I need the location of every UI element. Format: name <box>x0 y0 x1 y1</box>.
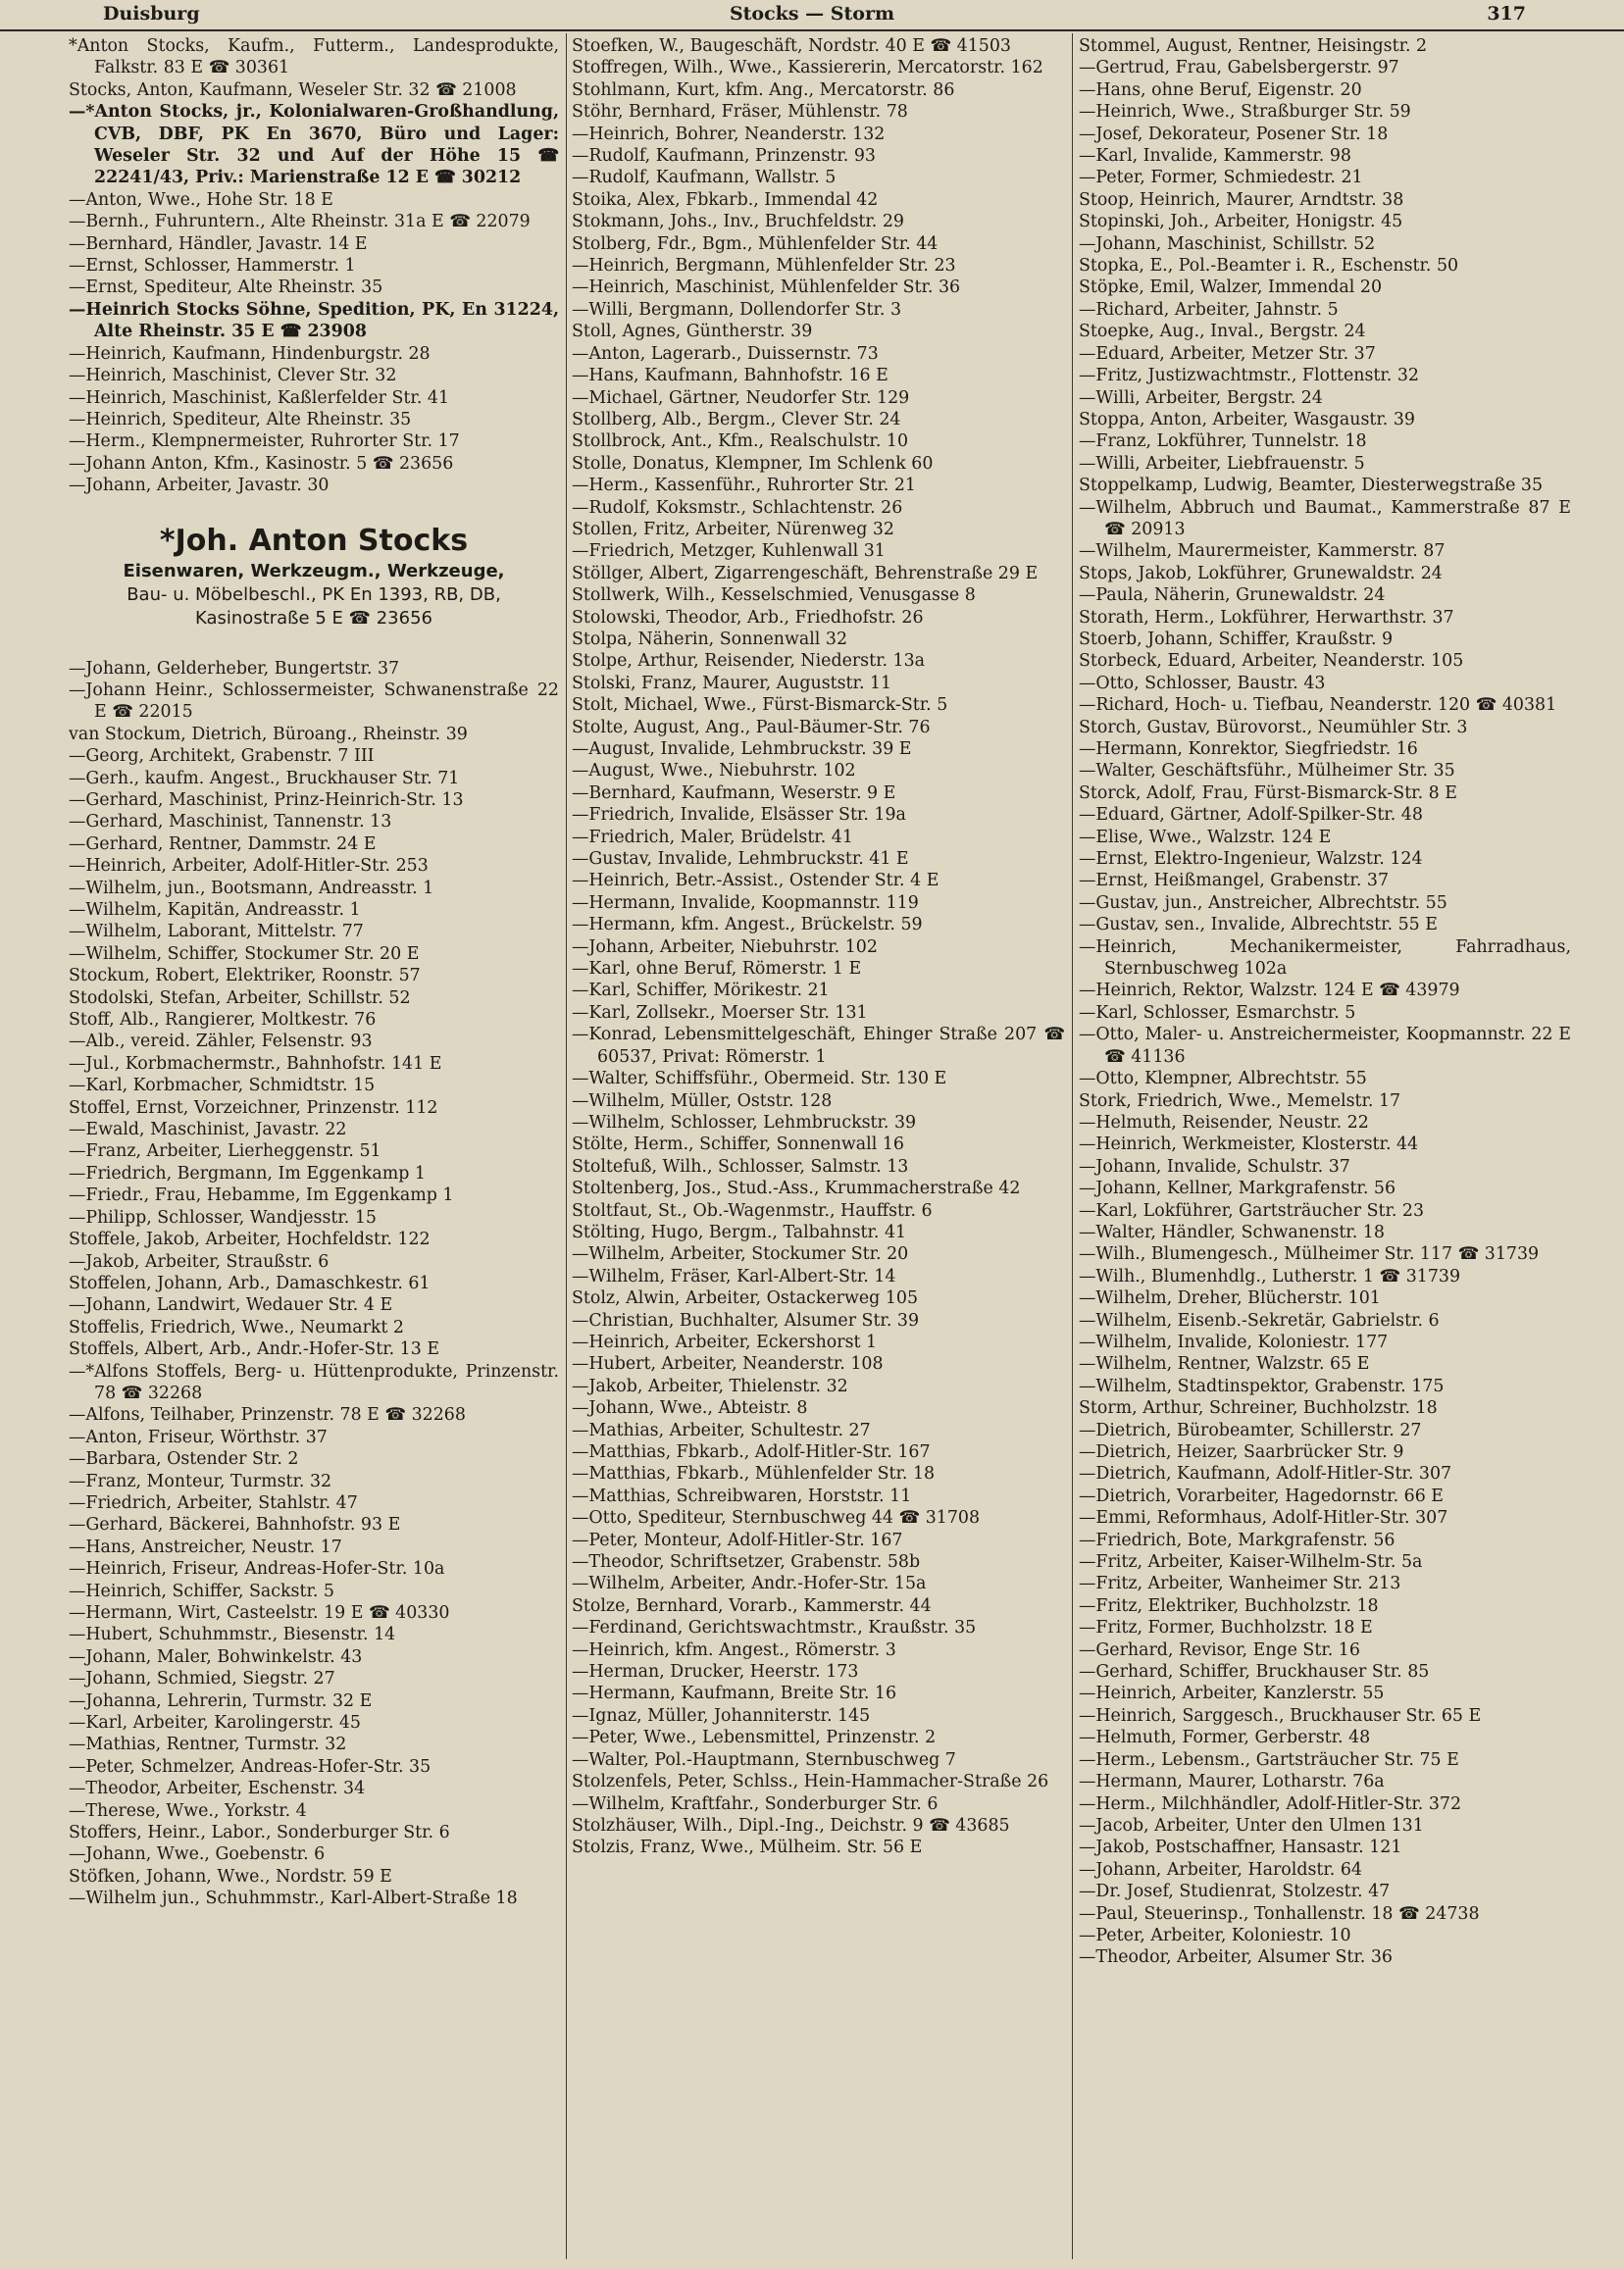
directory-entry: —Friedrich, Maler, Brüdelstr. 41 <box>572 827 853 847</box>
directory-entry: —Heinrich, Maschinist, Kaßlerfelder Str. 41 <box>69 387 450 408</box>
directory-entry: Stolzhäuser, Wilh., Dipl.-Ing., Deichstr. 9 ☎ 43685 <box>572 1815 1010 1836</box>
directory-entry: —Johann, Gelderheber, Bungertstr. 37 <box>69 658 400 679</box>
directory-entry: —Friedr., Frau, Hebamme, Im Eggenkamp 1 <box>69 1185 454 1206</box>
directory-entry: Stoltefuß, Wilh., Schlosser, Salmstr. 13 <box>572 1156 909 1177</box>
header-range: Stocks — Storm <box>729 3 895 25</box>
directory-entry: —Ernst, Schlosser, Hammerstr. 1 <box>69 256 356 277</box>
directory-entry: —Wilhelm, Schiffer, Stockumer Str. 20 E <box>69 943 420 964</box>
directory-entry: Stoffelen, Johann, Arb., Damaschkestr. 61 <box>69 1273 431 1293</box>
directory-entry: Stolzenfels, Peter, Schlss., Hein-Hammacher-Straße 26 <box>572 1772 1049 1792</box>
directory-entry: —Jakob, Arbeiter, Straußstr. 6 <box>69 1251 330 1272</box>
directory-entry: —Karl, Schlosser, Esmarchstr. 5 <box>1079 1002 1356 1023</box>
directory-entry: —Bernhard, Händler, Javastr. 14 E <box>69 233 368 254</box>
page-number: 317 <box>1487 3 1526 25</box>
column-3 <box>1079 35 1571 2261</box>
directory-entry: —Johann Anton, Kfm., Kasinostr. 5 ☎ 23656 <box>69 453 454 474</box>
directory-entry: —Rudolf, Kaufmann, Wallstr. 5 <box>572 168 837 188</box>
directory-entry: —Walter, Pol.-Hauptmann, Sternbuschweg 7 <box>572 1749 956 1770</box>
directory-entry: —Hermann, Kaufmann, Breite Str. 16 <box>572 1684 897 1704</box>
directory-entry: —Georg, Architekt, Grabenstr. 7 III <box>69 746 375 767</box>
directory-entry: —Mathias, Rentner, Turmstr. 32 <box>69 1735 347 1755</box>
directory-entry: —Theodor, Arbeiter, Eschenstr. 34 <box>69 1779 366 1799</box>
directory-entry: —Wilhelm, Stadtinspektor, Grabenstr. 175 <box>1079 1376 1445 1396</box>
directory-entry: —Heinrich, Maschinist, Mühlenfelder Str. 36 <box>572 277 961 298</box>
directory-entry: —Ernst, Spediteur, Alte Rheinstr. 35 <box>69 277 383 298</box>
directory-entry: —Wilhelm, Kraftfahr., Sonderburger Str. 6 <box>572 1793 939 1814</box>
column-1-entries <box>69 35 559 497</box>
directory-entry: —Gustav, Invalide, Lehmbruckstr. 41 E <box>572 849 909 870</box>
directory-entry: —Richard, Arbeiter, Jahnstr. 5 <box>1079 299 1339 320</box>
directory-entry: —Peter, Monteur, Adolf-Hitler-Str. 167 <box>572 1530 903 1550</box>
directory-entry: Stöhr, Bernhard, Fräser, Mühlenstr. 78 <box>572 102 908 123</box>
directory-entry: —Heinrich, Betr.-Assist., Ostender Str. 4 E <box>572 871 939 891</box>
directory-entry: Stork, Friedrich, Wwe., Memelstr. 17 <box>1079 1090 1401 1111</box>
directory-entry: Stoffels, Albert, Arb., Andr.-Hofer-Str. 13 E <box>69 1339 440 1360</box>
directory-entry: —August, Invalide, Lehmbruckstr. 39 E <box>572 739 912 759</box>
directory-entry: —Konrad, Lebensmittelgeschäft, Ehinger Straße 207 ☎ 60537, Privat: Römerstr. 1 <box>572 1025 1065 1067</box>
directory-entry: Stoffregen, Wilh., Wwe., Kassiererin, Mercatorstr. 162 <box>572 58 1043 78</box>
directory-entry: —Hubert, Schuhmmstr., Biesenstr. 14 <box>69 1625 396 1645</box>
directory-entry: —Heinrich, Kaufmann, Hindenburgstr. 28 <box>69 343 431 364</box>
directory-entry: Stoefken, W., Baugeschäft, Nordstr. 40 E ☎ 41503 <box>572 36 1011 56</box>
directory-entry: —Herm., Milchhändler, Adolf-Hitler-Str. 372 <box>1079 1793 1462 1814</box>
directory-entry: *Anton Stocks, Kaufm., Futterm., Landesprodukte, Falkstr. 83 E ☎ 30361 <box>69 36 559 78</box>
directory-entry: —Willi, Arbeiter, Bergstr. 24 <box>1079 387 1323 408</box>
directory-entry: —Ignaz, Müller, Johanniterstr. 145 <box>572 1705 871 1726</box>
directory-entry: —Anton, Wwe., Hohe Str. 18 E <box>69 189 333 210</box>
directory-entry: Storath, Herm., Lokführer, Herwarthstr. 37 <box>1079 607 1454 628</box>
directory-entry: Storch, Gustav, Bürovorst., Neumühler Str. 3 <box>1079 717 1468 737</box>
directory-entry: —Peter, Arbeiter, Koloniestr. 10 <box>1079 1925 1351 1945</box>
ad-line: Kasinostraße 5 E ☎ 23656 <box>195 607 432 629</box>
directory-entry: —Jul., Korbmachermstr., Bahnhofstr. 141 E <box>69 1053 442 1074</box>
directory-entry: —Heinrich, Arbeiter, Adolf-Hitler-Str. 253 <box>69 856 429 877</box>
directory-entry: —Rudolf, Kaufmann, Prinzenstr. 93 <box>572 146 876 167</box>
directory-entry: —Karl, Zollsekr., Moerser Str. 131 <box>572 1002 868 1023</box>
directory-entry: —Wilhelm, Eisenb.-Sekretär, Gabrielstr. 6 <box>1079 1310 1440 1331</box>
directory-entry: —Johann, Maler, Bohwinkelstr. 43 <box>69 1646 363 1667</box>
directory-entry: —Richard, Hoch- u. Tiefbau, Neanderstr. 120 ☎ 40381 <box>1079 695 1557 716</box>
directory-entry: —Peter, Wwe., Lebensmittel, Prinzenstr. 2 <box>572 1728 937 1748</box>
directory-entry: Stockum, Robert, Elektriker, Roonstr. 57 <box>69 966 421 986</box>
directory-entry: —Hans, ohne Beruf, Eigenstr. 20 <box>1079 79 1362 100</box>
directory-entry: —Wilhelm, jun., Bootsmann, Andreasstr. 1 <box>69 878 434 898</box>
directory-entry: —Michael, Gärtner, Neudorfer Str. 129 <box>572 387 910 408</box>
directory-entry: Stocks, Anton, Kaufmann, Weseler Str. 32 ☎ 21008 <box>69 79 517 100</box>
directory-entry: —Peter, Former, Schmiedestr. 21 <box>1079 168 1363 188</box>
directory-entry: —Heinrich, Bergmann, Mühlenfelder Str. 23 <box>572 256 956 277</box>
directory-entry: —Josef, Dekorateur, Posener Str. 18 <box>1079 124 1389 144</box>
directory-entry: Stokmann, Johs., Inv., Bruchfeldstr. 29 <box>572 212 904 232</box>
directory-entry: —Friedrich, Invalide, Elsässer Str. 19a <box>572 805 906 826</box>
directory-entry: —Heinrich Stocks Söhne, Spedition, PK, En 31224, Alte Rheinstr. 35 E ☎ 23908 <box>69 299 559 342</box>
directory-entry: —Helmuth, Reisender, Neustr. 22 <box>1079 1112 1369 1133</box>
directory-entry: Storck, Adolf, Frau, Fürst-Bismarck-Str. 8 E <box>1079 782 1457 803</box>
directory-entry: Stolte, August, Ang., Paul-Bäumer-Str. 76 <box>572 717 931 737</box>
directory-entry: —Emmi, Reformhaus, Adolf-Hitler-Str. 307 <box>1079 1508 1448 1529</box>
directory-entry: —Wilhelm, Laborant, Mittelstr. 77 <box>69 922 364 942</box>
directory-entry: —Gerhard, Maschinist, Prinz-Heinrich-Str. 13 <box>69 789 464 810</box>
directory-entry: —Helmuth, Former, Gerberstr. 48 <box>1079 1728 1371 1748</box>
header-city: Duisburg <box>103 3 200 25</box>
directory-entry: Stolze, Bernhard, Vorarb., Kammerstr. 44 <box>572 1595 932 1616</box>
directory-entry: —Eduard, Arbeiter, Metzer Str. 37 <box>1079 343 1376 364</box>
directory-entry: Stolpa, Näherin, Sonnenwall 32 <box>572 629 848 649</box>
directory-entry: —Johann Heinr., Schlossermeister, Schwanenstraße 22 E ☎ 22015 <box>69 680 559 723</box>
directory-entry: —Bernh., Fuhruntern., Alte Rheinstr. 31a E ☎ 22079 <box>69 212 531 232</box>
directory-entry: —Johann, Schmied, Siegstr. 27 <box>69 1669 335 1689</box>
directory-entry: Stommel, August, Rentner, Heisingstr. 2 <box>1079 36 1428 56</box>
directory-entry: —Herm., Klempnermeister, Ruhrorter Str. 17 <box>69 431 460 452</box>
directory-entry: Stopka, E., Pol.-Beamter i. R., Eschenstr. 50 <box>1079 256 1459 277</box>
directory-entry: Stollbrock, Ant., Kfm., Realschulstr. 10 <box>572 431 909 452</box>
directory-entry: —Therese, Wwe., Yorkstr. 4 <box>69 1800 307 1821</box>
directory-entry: —*Anton Stocks, jr., Kolonialwaren-Großhandlung, CVB, DBF, PK En 3670, Büro und Lager: Weseler Str. 32 und Auf der Höhe 15 ☎ 22241/43, Priv.: Marienstraße 12 E ☎ 30212 <box>69 102 559 188</box>
directory-entry: —Gerhard, Maschinist, Tannenstr. 13 <box>69 812 392 832</box>
directory-entry: —Gerh., kaufm. Angest., Bruckhauser Str. 71 <box>69 768 460 788</box>
directory-entry: —*Alfons Stoffels, Berg- u. Hüttenprodukte, Prinzenstr. 78 ☎ 32268 <box>69 1361 559 1403</box>
directory-entry: —Wilh., Blumenhdlg., Lutherstr. 1 ☎ 31739 <box>1079 1266 1461 1286</box>
directory-entry: Stolt, Michael, Wwe., Fürst-Bismarck-Str. 5 <box>572 695 948 716</box>
directory-entry: —Wilhelm, Kapitän, Andreasstr. 1 <box>69 900 361 920</box>
directory-entry: Stoop, Heinrich, Maurer, Arndtstr. 38 <box>1079 189 1404 210</box>
directory-entry: —Johann, Arbeiter, Niebuhrstr. 102 <box>572 936 878 957</box>
directory-entry: —Ernst, Elektro-Ingenieur, Walzstr. 124 <box>1079 849 1423 870</box>
directory-entry: —Dietrich, Kaufmann, Adolf-Hitler-Str. 307 <box>1079 1464 1452 1485</box>
directory-entry: —Christian, Buchhalter, Alsumer Str. 39 <box>572 1310 920 1331</box>
directory-entry: —Dr. Josef, Studienrat, Stolzestr. 47 <box>1079 1882 1391 1902</box>
directory-entry: —Jakob, Postschaffner, Hansastr. 121 <box>1079 1838 1402 1858</box>
directory-entry: —Jakob, Arbeiter, Thielenstr. 32 <box>572 1376 848 1396</box>
directory-entry: —Matthias, Fbkarb., Mühlenfelder Str. 18 <box>572 1464 936 1485</box>
directory-entry: —Wilhelm, Müller, Oststr. 128 <box>572 1090 833 1111</box>
directory-entry: Stops, Jakob, Lokführer, Grunewaldstr. 24 <box>1079 563 1443 583</box>
directory-entry: Stoltenberg, Jos., Stud.-Ass., Krummacherstraße 42 <box>572 1179 1021 1199</box>
directory-entry: Storbeck, Eduard, Arbeiter, Neanderstr. 105 <box>1079 651 1464 672</box>
directory-entry: —Elise, Wwe., Walzstr. 124 E <box>1079 827 1332 847</box>
directory-entry: Stoppelkamp, Ludwig, Beamter, Diesterwegstraße 35 <box>1079 476 1544 496</box>
directory-entry: Stolpe, Arthur, Reisender, Niederstr. 13a <box>572 651 926 672</box>
directory-entry: Stollwerk, Wilh., Kesselschmied, Venusgasse 8 <box>572 585 976 606</box>
directory-entry: Stoffers, Heinr., Labor., Sonderburger Str. 6 <box>69 1823 450 1843</box>
directory-entry: —Wilhelm, Arbeiter, Andr.-Hofer-Str. 15a <box>572 1574 927 1594</box>
directory-entry: —Franz, Monteur, Turmstr. 32 <box>69 1471 332 1491</box>
directory-entry: Stolski, Franz, Maurer, Auguststr. 11 <box>572 673 892 693</box>
directory-entry: Stoffele, Jakob, Arbeiter, Hochfeldstr. 122 <box>69 1230 431 1250</box>
directory-entry: —Karl, ohne Beruf, Römerstr. 1 E <box>572 959 862 980</box>
directory-entry: —Gerhard, Rentner, Dammstr. 24 E <box>69 833 377 854</box>
directory-entry: Stöpke, Emil, Walzer, Immendal 20 <box>1079 277 1383 298</box>
directory-entry: —Fritz, Former, Buchholzstr. 18 E <box>1079 1618 1373 1639</box>
directory-entry: —Johann, Kellner, Markgrafenstr. 56 <box>1079 1179 1396 1199</box>
directory-entry: —Wilhelm jun., Schuhmmstr., Karl-Albert-Straße 18 <box>69 1889 518 1909</box>
directory-entry: —Friedrich, Bote, Markgrafenstr. 56 <box>1079 1530 1396 1550</box>
ad-line: Eisenwaren, Werkzeugm., Werkzeuge, <box>123 560 505 581</box>
directory-entry: Stollberg, Alb., Bergm., Clever Str. 24 <box>572 409 901 429</box>
directory-entry: Stolle, Donatus, Klempner, Im Schlenk 60 <box>572 453 934 474</box>
directory-entry: Stohlmann, Kurt, kfm. Ang., Mercatorstr. 86 <box>572 79 955 100</box>
directory-entry: —Mathias, Arbeiter, Schultestr. 27 <box>572 1420 871 1440</box>
directory-entry: —Johann, Invalide, Schulstr. 37 <box>1079 1156 1350 1177</box>
column-2 <box>572 35 1065 2261</box>
directory-entry: —Walter, Schiffsführ., Obermeid. Str. 130 E <box>572 1069 947 1089</box>
directory-entry: —Franz, Arbeiter, Lierheggenstr. 51 <box>69 1141 381 1162</box>
ad-title: *Joh. Anton Stocks <box>159 523 469 558</box>
advertisement <box>69 523 559 630</box>
directory-entry: —Hermann, Wirt, Casteelstr. 19 E ☎ 40330 <box>69 1603 450 1623</box>
directory-entry: —Johann, Maschinist, Schillstr. 52 <box>1079 233 1376 254</box>
directory-entry: —Fritz, Arbeiter, Wanheimer Str. 213 <box>1079 1574 1401 1594</box>
directory-entry: —Wilhelm, Rentner, Walzstr. 65 E <box>1079 1354 1370 1375</box>
directory-entry: —Otto, Schlosser, Baustr. 43 <box>1079 673 1326 693</box>
directory-entry: —Paula, Näherin, Grunewaldstr. 24 <box>1079 585 1386 606</box>
directory-entry: Stöfken, Johann, Wwe., Nordstr. 59 E <box>69 1866 392 1887</box>
directory-entry: —Gustav, jun., Anstreicher, Albrechtstr. 55 <box>1079 892 1447 913</box>
directory-entry: —Fritz, Justizwachtmstr., Flottenstr. 32 <box>1079 366 1419 386</box>
directory-entry: —Johann, Arbeiter, Haroldstr. 64 <box>1079 1859 1362 1880</box>
directory-entry: —Franz, Lokführer, Tunnelstr. 18 <box>1079 431 1367 452</box>
directory-entry: —Heinrich, Bohrer, Neanderstr. 132 <box>572 124 886 144</box>
column-2-entries <box>572 35 1065 1859</box>
column-1 <box>69 35 559 2261</box>
directory-entry: —Heinrich, Maschinist, Clever Str. 32 <box>69 366 397 386</box>
directory-entry: —Otto, Maler- u. Anstreichermeister, Koopmannstr. 22 E ☎ 41136 <box>1079 1025 1571 1067</box>
directory-entry: —Fritz, Elektriker, Buchholzstr. 18 <box>1079 1595 1379 1616</box>
directory-entry: —Hermann, Maurer, Lotharstr. 76a <box>1079 1772 1385 1792</box>
directory-entry: —Heinrich, Arbeiter, Kanzlerstr. 55 <box>1079 1684 1385 1704</box>
directory-entry: —Karl, Schiffer, Mörikestr. 21 <box>572 981 830 1001</box>
directory-entry: —Hermann, Invalide, Koopmannstr. 119 <box>572 892 919 913</box>
directory-entry: —Theodor, Schriftsetzer, Grabenstr. 58b <box>572 1552 921 1573</box>
column-divider <box>566 33 567 2259</box>
directory-entry: —Dietrich, Heizer, Saarbrücker Str. 9 <box>1079 1442 1404 1462</box>
directory-entry: Stoepke, Aug., Inval., Bergstr. 24 <box>1079 322 1366 342</box>
directory-entry: Stoerb, Johann, Schiffer, Kraußstr. 9 <box>1079 629 1394 649</box>
directory-entry: —Walter, Händler, Schwanenstr. 18 <box>1079 1222 1385 1242</box>
directory-entry: —Heinrich, Mechanikermeister, Fahrradhaus, Sternbuschweg 102a <box>1079 936 1571 980</box>
directory-entry: Stölte, Herm., Schiffer, Sonnenwall 16 <box>572 1134 904 1155</box>
directory-entry: —Dietrich, Bürobeamter, Schillerstr. 27 <box>1079 1420 1422 1440</box>
directory-entry: Stoika, Alex, Fbkarb., Immendal 42 <box>572 189 879 210</box>
directory-entry: —Matthias, Fbkarb., Adolf-Hitler-Str. 167 <box>572 1442 931 1462</box>
directory-entry: van Stockum, Dietrich, Büroang., Rheinstr. 39 <box>69 724 468 744</box>
directory-entry: —Karl, Arbeiter, Karolingerstr. 45 <box>69 1713 361 1734</box>
directory-entry: Stölting, Hugo, Bergm., Talbahnstr. 41 <box>572 1222 907 1242</box>
column-divider <box>1072 33 1073 2259</box>
directory-entry: —Gerhard, Schiffer, Bruckhauser Str. 85 <box>1079 1662 1430 1683</box>
directory-entry: Stoffel, Ernst, Vorzeichner, Prinzenstr. 112 <box>69 1097 438 1118</box>
directory-entry: —Heinrich, Wwe., Straßburger Str. 59 <box>1079 102 1411 123</box>
directory-entry: Stoff, Alb., Rangierer, Moltkestr. 76 <box>69 1010 377 1031</box>
directory-entry: —Wilhelm, Dreher, Blücherstr. 101 <box>1079 1288 1381 1309</box>
page-header <box>0 0 1624 31</box>
directory-entry: —Ewald, Maschinist, Javastr. 22 <box>69 1120 347 1140</box>
directory-entry: —Alb., vereid. Zähler, Felsenstr. 93 <box>69 1032 373 1052</box>
directory-entry: —Willi, Bergmann, Dollendorfer Str. 3 <box>572 299 902 320</box>
directory-entry: —Ferdinand, Gerichtswachtmstr., Kraußstr. 35 <box>572 1618 977 1639</box>
directory-entry: Stöllger, Albert, Zigarrengeschäft, Behrenstraße 29 E <box>572 563 1039 583</box>
directory-entry: —Friedrich, Arbeiter, Stahlstr. 47 <box>69 1492 358 1513</box>
directory-entry: Storm, Arthur, Schreiner, Buchholzstr. 18 <box>1079 1398 1438 1419</box>
directory-entry: —Hubert, Arbeiter, Neanderstr. 108 <box>572 1354 884 1375</box>
directory-entry: —Gerhard, Revisor, Enge Str. 16 <box>1079 1639 1360 1660</box>
directory-entry: —Anton, Lagerarb., Duissernstr. 73 <box>572 343 879 364</box>
directory-entry: Stollen, Fritz, Arbeiter, Nürenweg 32 <box>572 519 894 539</box>
directory-entry: Stolz, Alwin, Arbeiter, Ostackerweg 105 <box>572 1288 919 1309</box>
directory-entry: —Matthias, Schreibwaren, Horststr. 11 <box>572 1486 912 1506</box>
directory-entry: —Herman, Drucker, Heerstr. 173 <box>572 1662 859 1683</box>
ad-line: Bau- u. Möbelbeschl., PK En 1393, RB, DB, <box>127 583 501 605</box>
directory-entry: —Karl, Invalide, Kammerstr. 98 <box>1079 146 1351 167</box>
directory-entry: —Wilhelm, Fräser, Karl-Albert-Str. 14 <box>572 1266 896 1286</box>
directory-entry: Stoffelis, Friedrich, Wwe., Neumarkt 2 <box>69 1317 404 1337</box>
directory-entry: —Heinrich, Sarggesch., Bruckhauser Str. 65 E <box>1079 1705 1482 1726</box>
directory-entry: —Gerhard, Bäckerei, Bahnhofstr. 93 E <box>69 1515 401 1536</box>
directory-entry: —Alfons, Teilhaber, Prinzenstr. 78 E ☎ 32268 <box>69 1405 466 1426</box>
directory-entry: —Hermann, kfm. Angest., Brückelstr. 59 <box>572 915 923 935</box>
directory-entry: —Johann, Wwe., Abteistr. 8 <box>572 1398 808 1419</box>
directory-entry: —Philipp, Schlosser, Wandjesstr. 15 <box>69 1207 377 1228</box>
directory-entry: —Johann, Arbeiter, Javastr. 30 <box>69 476 330 496</box>
column-3-entries <box>1079 35 1571 1969</box>
directory-entry: —Wilhelm, Arbeiter, Stockumer Str. 20 <box>572 1244 909 1265</box>
directory-entry: —Rudolf, Koksmstr., Schlachtenstr. 26 <box>572 497 903 518</box>
directory-entry: —Herm., Lebensm., Gartsträucher Str. 75 E <box>1079 1749 1459 1770</box>
directory-entry: —Peter, Schmelzer, Andreas-Hofer-Str. 35 <box>69 1756 431 1777</box>
directory-entry: —Hermann, Konrektor, Siegfriedstr. 16 <box>1079 739 1418 759</box>
directory-entry: —Paul, Steuerinsp., Tonhallenstr. 18 ☎ 24738 <box>1079 1903 1480 1924</box>
directory-entry: —Herm., Kassenführ., Ruhrorter Str. 21 <box>572 476 916 496</box>
directory-entry: —Heinrich, Spediteur, Alte Rheinstr. 35 <box>69 409 412 429</box>
directory-entry: —Jacob, Arbeiter, Unter den Ulmen 131 <box>1079 1815 1424 1836</box>
directory-entry: —Johann, Landwirt, Wedauer Str. 4 E <box>69 1295 393 1316</box>
directory-entry: Stopinski, Joh., Arbeiter, Honigstr. 45 <box>1079 212 1403 232</box>
directory-entry: —August, Wwe., Niebuhrstr. 102 <box>572 761 856 782</box>
directory-entry: —Heinrich, Schiffer, Sackstr. 5 <box>69 1581 334 1601</box>
directory-entry: —Karl, Lokführer, Gartsträucher Str. 23 <box>1079 1200 1425 1221</box>
directory-entry: Stoppa, Anton, Arbeiter, Wasgaustr. 39 <box>1079 409 1415 429</box>
directory-entry: Stolzis, Franz, Wwe., Mülheim. Str. 56 E <box>572 1838 923 1858</box>
directory-entry: —Heinrich, Friseur, Andreas-Hofer-Str. 10a <box>69 1559 445 1580</box>
directory-entry: —Wilhelm, Schlosser, Lehmbruckstr. 39 <box>572 1112 917 1133</box>
directory-entry: —Barbara, Ostender Str. 2 <box>69 1449 299 1470</box>
column-1-entries-continued <box>69 658 559 1910</box>
directory-entry: —Willi, Arbeiter, Liebfrauenstr. 5 <box>1079 453 1365 474</box>
directory-entry: —Fritz, Arbeiter, Kaiser-Wilhelm-Str. 5a <box>1079 1552 1423 1573</box>
directory-entry: —Ernst, Heißmangel, Grabenstr. 37 <box>1079 871 1390 891</box>
directory-entry: Stolowski, Theodor, Arb., Friedhofstr. 26 <box>572 607 924 628</box>
directory-entry: —Heinrich, kfm. Angest., Römerstr. 3 <box>572 1639 896 1660</box>
directory-entry: Stoll, Agnes, Güntherstr. 39 <box>572 322 813 342</box>
directory-entry: —Wilhelm, Invalide, Koloniestr. 177 <box>1079 1332 1389 1352</box>
directory-entry: —Heinrich, Arbeiter, Eckershorst 1 <box>572 1332 878 1352</box>
directory-entry: —Otto, Spediteur, Sternbuschweg 44 ☎ 31708 <box>572 1508 981 1529</box>
directory-entry: —Anton, Friseur, Wörthstr. 37 <box>69 1427 328 1447</box>
directory-entry: —Wilh., Blumengesch., Mülheimer Str. 117 ☎ 31739 <box>1079 1244 1540 1265</box>
directory-entry: —Karl, Korbmacher, Schmidtstr. 15 <box>69 1076 376 1096</box>
directory-entry: —Eduard, Gärtner, Adolf-Spilker-Str. 48 <box>1079 805 1423 826</box>
directory-entry: —Heinrich, Werkmeister, Klosterstr. 44 <box>1079 1134 1419 1155</box>
directory-entry: —Dietrich, Vorarbeiter, Hagedornstr. 66 E <box>1079 1486 1444 1506</box>
directory-entry: —Wilhelm, Maurermeister, Kammerstr. 87 <box>1079 541 1446 562</box>
directory-entry: Stodolski, Stefan, Arbeiter, Schillstr. 52 <box>69 987 411 1008</box>
directory-entry: Stolberg, Fdr., Bgm., Mühlenfelder Str. 44 <box>572 233 939 254</box>
directory-entry: —Hans, Kaufmann, Bahnhofstr. 16 E <box>572 366 888 386</box>
directory-entry: —Johanna, Lehrerin, Turmstr. 32 E <box>69 1690 373 1711</box>
directory-entry: —Gertrud, Frau, Gabelsbergerstr. 97 <box>1079 58 1399 78</box>
directory-entry: —Wilhelm, Abbruch und Baumat., Kammerstraße 87 E ☎ 20913 <box>1079 497 1571 539</box>
directory-entry: —Johann, Wwe., Goebenstr. 6 <box>69 1844 326 1865</box>
directory-entry: —Otto, Klempner, Albrechtstr. 55 <box>1079 1069 1367 1089</box>
directory-entry: —Friedrich, Metzger, Kuhlenwall 31 <box>572 541 886 562</box>
directory-entry: —Heinrich, Rektor, Walzstr. 124 E ☎ 43979 <box>1079 981 1460 1001</box>
directory-entry: —Hans, Anstreicher, Neustr. 17 <box>69 1537 342 1557</box>
directory-entry: Stoltfaut, St., Ob.-Wagenmstr., Hauffstr. 6 <box>572 1200 933 1221</box>
directory-entry: —Bernhard, Kaufmann, Weserstr. 9 E <box>572 782 896 803</box>
directory-entry: —Friedrich, Bergmann, Im Eggenkamp 1 <box>69 1163 426 1184</box>
directory-entry: —Gustav, sen., Invalide, Albrechtstr. 55 E <box>1079 915 1438 935</box>
directory-entry: —Walter, Geschäftsführ., Mülheimer Str. 35 <box>1079 761 1455 782</box>
directory-entry: —Theodor, Arbeiter, Alsumer Str. 36 <box>1079 1947 1393 1968</box>
